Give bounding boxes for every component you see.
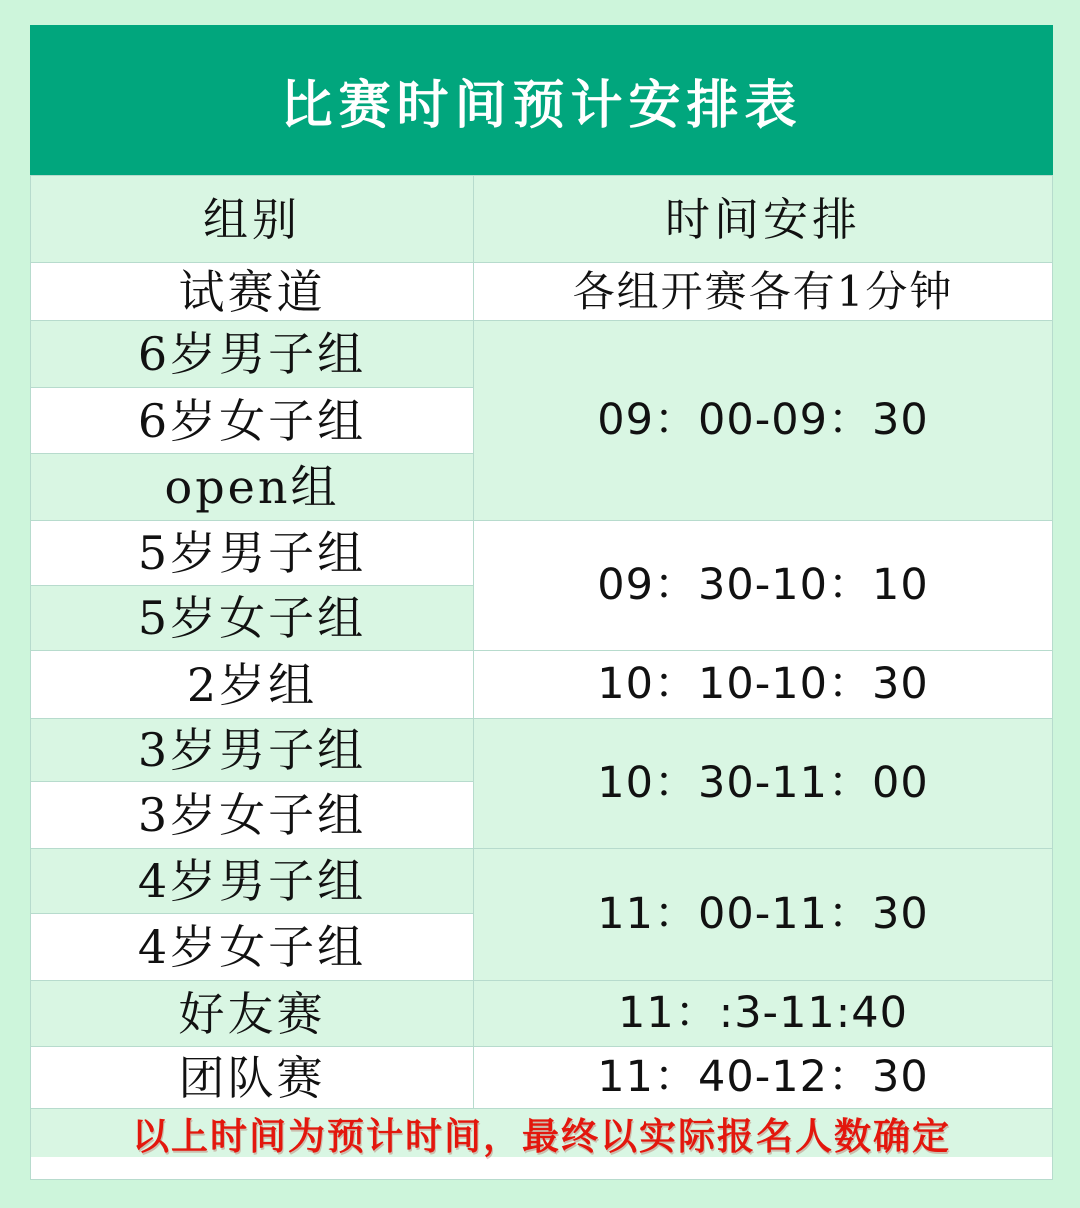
group-cell-3-boys: 3岁男子组 [31, 718, 473, 781]
time-cell-1030: 10：30-11：00 [473, 718, 1052, 848]
group-cell-4-boys: 4岁男子组 [31, 848, 473, 913]
column-header-time: 时间安排 [473, 175, 1052, 262]
schedule-grid [30, 175, 1053, 1109]
group-cell-open: open组 [31, 453, 473, 520]
footer-note: 以上时间为预计时间，最终以实际报名人数确定 [132, 1115, 951, 1158]
time-cell-trial: 各组开赛各有1分钟 [473, 262, 1052, 320]
group-cell-6-girls: 6岁女子组 [31, 387, 473, 453]
group-cell-4-girls: 4岁女子组 [31, 913, 473, 980]
time-cell-1100: 11：00-11：30 [473, 848, 1052, 980]
page-title: 比赛时间预计安排表 [280, 74, 803, 136]
group-cell-team: 团队赛 [31, 1046, 473, 1108]
group-cell-5-boys: 5岁男子组 [31, 520, 473, 585]
group-cell-2: 2岁组 [31, 650, 473, 718]
table-title-bar [30, 25, 1053, 175]
time-cell-0930: 09：30-10：10 [473, 520, 1052, 650]
footer-note-band [30, 1109, 1053, 1157]
group-cell-3-girls: 3岁女子组 [31, 781, 473, 848]
time-cell-0900: 09：00-09：30 [473, 320, 1052, 520]
group-cell-trial: 试赛道 [31, 262, 473, 320]
group-cell-friends: 好友赛 [31, 980, 473, 1046]
group-cell-5-girls: 5岁女子组 [31, 585, 473, 650]
time-cell-1010: 10：10-10：30 [473, 650, 1052, 718]
column-header-group: 组别 [31, 175, 473, 262]
time-cell-1140: 11：40-12：30 [473, 1046, 1052, 1108]
schedule-table [30, 25, 1053, 1180]
bottom-spacer [30, 1157, 1053, 1180]
group-cell-6-boys: 6岁男子组 [31, 320, 473, 387]
time-cell-1130: 11：:3-11:40 [473, 980, 1052, 1046]
